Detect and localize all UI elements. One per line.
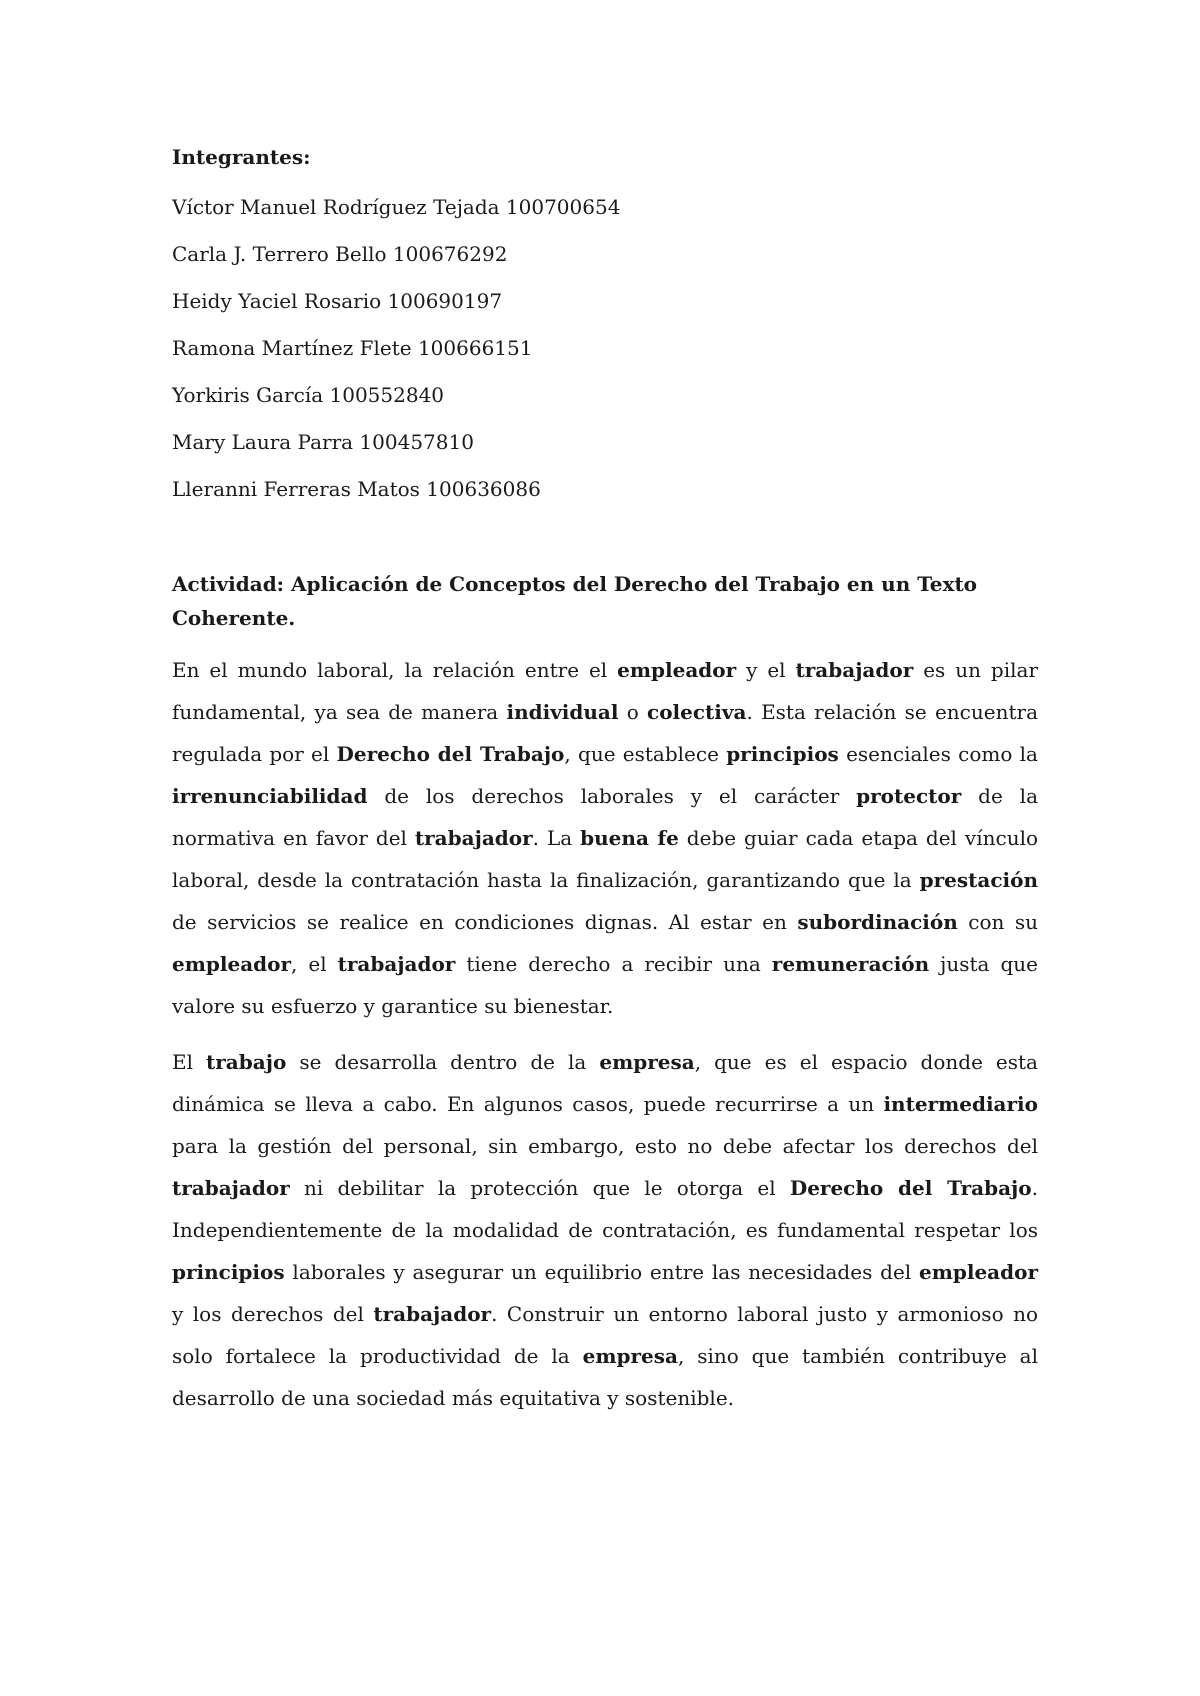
key-term: trabajador (414, 826, 533, 850)
key-term: trabajador (373, 1302, 492, 1326)
paragraph-text: justa que valore su esfuerzo y garantice su bienestar. (172, 952, 1038, 1018)
paragraph-text: se desarrolla dentro de la (286, 1050, 600, 1074)
paragraph-text: o (618, 700, 648, 724)
key-term: individual (506, 700, 619, 724)
key-term: empleador (172, 952, 292, 976)
paragraph-text: , que establece (564, 742, 727, 766)
paragraph-text: . La (532, 826, 581, 850)
key-term: Derecho del Trabajo (336, 742, 565, 766)
key-term: empresa (599, 1050, 695, 1074)
key-term: subordinación (797, 910, 958, 934)
members-heading: Integrantes: (172, 145, 311, 169)
paragraph-text: . Esta relación se encuentra regulada por el (172, 700, 1038, 766)
key-term: trabajador (172, 1176, 290, 1200)
member-item: Ramona Martínez Flete 100666151 (172, 336, 533, 360)
key-term: trabajador (795, 658, 914, 682)
key-term: prestación (919, 868, 1038, 892)
paragraph-text: El (172, 1050, 207, 1074)
key-term: empleador (617, 658, 737, 682)
key-term: Derecho del Trabajo (789, 1176, 1032, 1200)
paragraph-text: de servicios se realice en condiciones dignas. Al estar en (172, 910, 798, 934)
paragraph-text: con su (957, 910, 1039, 934)
key-term: trabajador (337, 952, 456, 976)
key-term: irrenunciabilidad (172, 784, 368, 808)
paragraph-text: es un pilar fundamental, ya sea de manera (172, 658, 1039, 724)
paragraph-text: para la gestión del personal, sin embargo, esto no debe afectar los derechos del (172, 1134, 1038, 1158)
paragraph-text: y el (736, 658, 796, 682)
paragraph-text: debe guiar cada etapa del vínculo laboral, desde la contratación hasta la finalización, garantizando que la (172, 826, 1039, 892)
paragraph-text: laborales y asegurar un equilibrio entre las necesidades del (284, 1260, 919, 1284)
member-item: Heidy Yaciel Rosario 100690197 (172, 289, 503, 313)
key-term: empresa (582, 1344, 678, 1368)
key-term: empleador (918, 1260, 1038, 1284)
member-item: Carla J. Terrero Bello 100676292 (172, 242, 508, 266)
member-item: Mary Laura Parra 100457810 (172, 430, 474, 454)
paragraph-text: de la normativa en favor del (172, 784, 1038, 850)
paragraph-text: . Independientemente de la modalidad de contratación, es fundamental respetar los (172, 1176, 1038, 1242)
paragraph-text: , el (291, 952, 338, 976)
members-list (172, 184, 1038, 513)
key-term: colectiva (647, 700, 747, 724)
key-term: protector (856, 784, 962, 808)
member-item: Víctor Manuel Rodríguez Tejada 100700654 (172, 195, 621, 219)
paragraph-text: . Construir un entorno laboral justo y armonioso no solo fortalece la productividad de la (172, 1302, 1039, 1368)
key-term: intermediario (883, 1092, 1038, 1116)
member-item: Yorkiris García 100552840 (172, 383, 445, 407)
paragraph-text: , que es el espacio donde esta dinámica se lleva a cabo. En algunos casos, puede recurrirse a un (172, 1050, 1038, 1116)
key-term: buena fe (580, 826, 679, 850)
paragraph-text: , sino que también contribuye al desarrollo de una sociedad más equitativa y sostenible. (172, 1344, 1038, 1410)
paragraph-text: y los derechos del (172, 1302, 374, 1326)
body-paragraph-2 (172, 1041, 1038, 1419)
paragraph-text: En el mundo laboral, la relación entre el (172, 658, 618, 682)
member-item: Lleranni Ferreras Matos 100636086 (172, 477, 541, 501)
key-term: trabajo (206, 1050, 287, 1074)
key-term: principios (172, 1260, 285, 1284)
paragraph-text: tiene derecho a recibir una (455, 952, 772, 976)
paragraph-text: de los derechos laborales y el carácter (367, 784, 857, 808)
key-term: principios (726, 742, 839, 766)
document-page (172, 140, 1038, 1419)
paragraph-text: ni debilitar la protección que le otorga el (289, 1176, 790, 1200)
activity-title: Actividad: Aplicación de Conceptos del Derecho del Trabajo en un Texto Coherente. (172, 572, 978, 630)
paragraph-text: esenciales como la (838, 742, 1038, 766)
body-paragraph-1 (172, 649, 1038, 1027)
key-term: remuneración (771, 952, 930, 976)
